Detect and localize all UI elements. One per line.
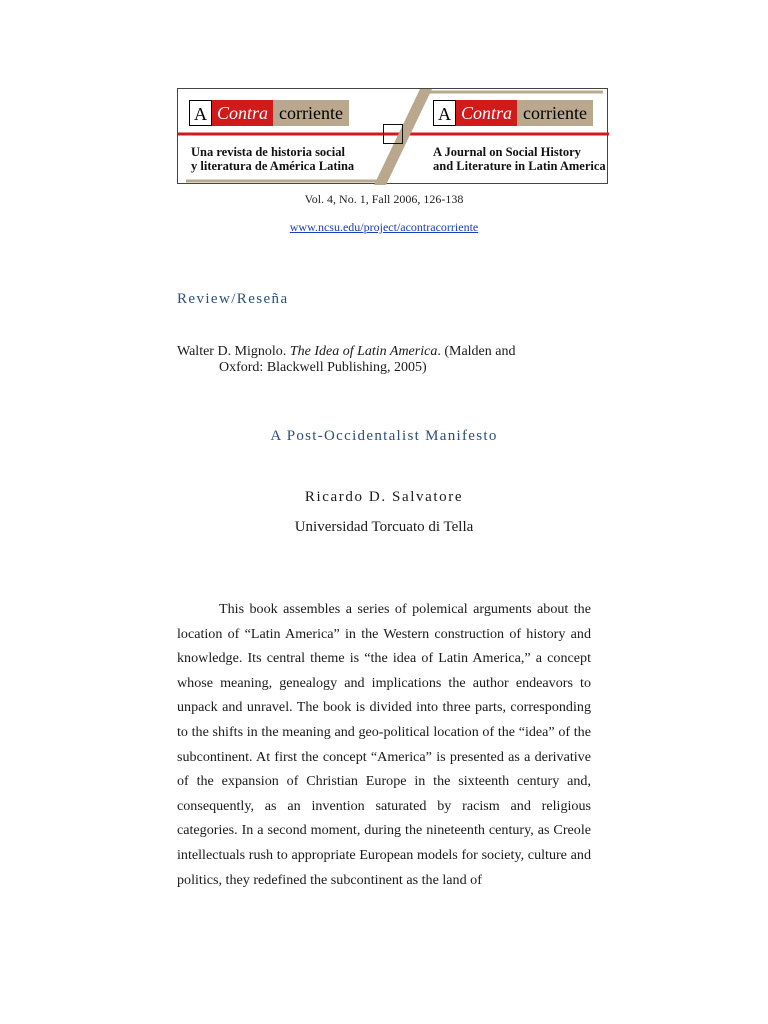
logo-left [189,100,349,126]
reviewer-name: Ricardo D. Salvatore [304,489,464,505]
citation-publisher-part2: Oxford: Blackwell Publishing, 2005) [219,360,427,375]
citation-author: Walter D. Mignolo. [177,344,290,359]
tagline-spanish-line2: y literatura de América Latina [191,159,355,173]
logo-left-corriente: corriente [273,100,349,126]
tagline-english [433,145,606,173]
logo-right-contra: Contra [456,100,517,126]
center-square-icon [383,124,403,144]
book-citation [177,344,597,376]
section-heading: Review/Reseña [177,291,289,307]
body-paragraph: This book assembles a series of polemical arguments about the location of “Latin America” in the Western construction of history and knowledge. Its central theme is “the idea of Latin America,” a concept whose meaning, genealogy and implications the author endeavors to unpack and unravel. The book is divided into three parts, corresponding to the shifts in the meaning and geo-political location of the “idea” of the subcontinent. At first the concept “America” is presented as a derivative of the expansion of Christian Europe in the sixteenth century and, consequently, as an invention saturated by racism and religious categories. In a second moment, during the nineteenth century, as Creole intellectuals rush to appropriate European models for society, culture and politics, they redefined the subcontinent as the land of [177,601,591,888]
tagline-english-line1: A Journal on Social History [433,145,581,159]
journal-banner [177,88,608,184]
citation-book-title: The Idea of Latin America [289,344,438,359]
volume-info: Vol. 4, No. 1, Fall 2006, 126-138 [304,192,464,206]
website-link[interactable]: www.ncsu.edu/project/acontracorriente [289,220,479,234]
logo-left-contra: Contra [212,100,273,126]
logo-left-a: A [189,100,212,126]
citation-publisher-part1: . (Malden and [437,344,516,359]
logo-right-corriente: corriente [517,100,593,126]
tagline-spanish-line1: Una revista de historia social [191,145,345,159]
tagline-spanish [191,145,354,173]
logo-right [433,100,593,126]
logo-right-a: A [433,100,456,126]
tagline-english-line2: and Literature in Latin America [433,159,606,173]
reviewer-affiliation: Universidad Torcuato di Tella [294,519,474,535]
article-title: A Post-Occidentalist Manifesto [270,428,498,444]
